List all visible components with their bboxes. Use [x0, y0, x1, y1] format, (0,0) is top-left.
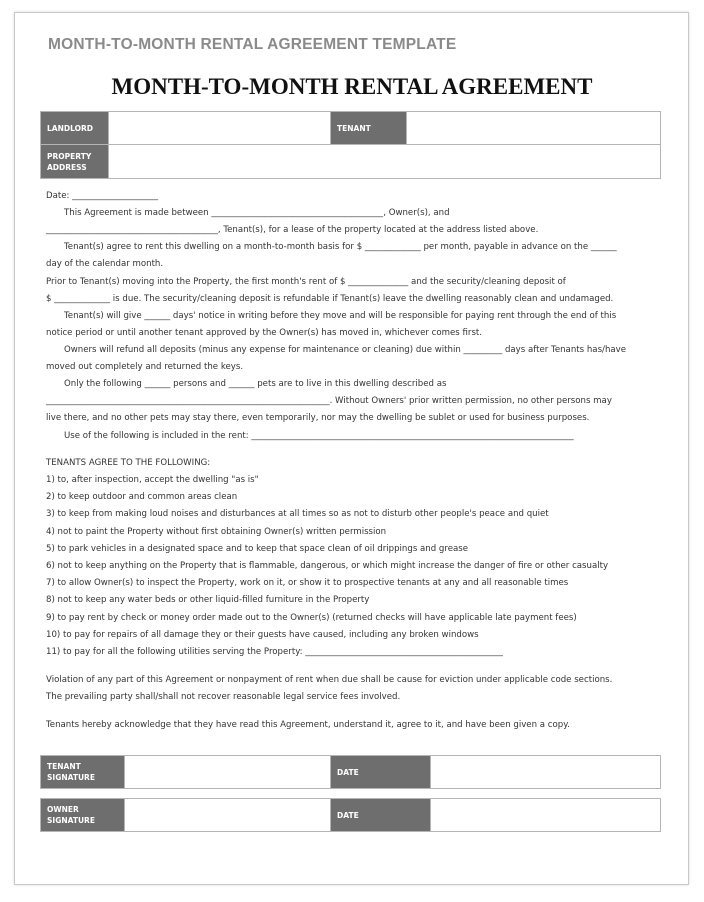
violation-text: The prevailing party shall/shall not recover reasonable legal service fees involved. — [46, 692, 401, 702]
owner-date-field[interactable] — [431, 799, 661, 832]
agreement-text-line: ________________________________________, Tenant(s), for a lease of the property located at the address listed above. — [46, 225, 539, 236]
label-line: SIGNATURE — [47, 773, 95, 782]
list-item: 7) to allow Owner(s) to inspect the Property, work on it, or show it to prospective tenants at any and all reasonable times — [46, 578, 569, 589]
agreement-text-line: $ _____________ is due. The security/cleaning deposit is refundable if Tenant(s) leave the dwelling reasonably clean and undamaged. — [46, 293, 614, 304]
agreement-text-line: day of the calendar month. — [46, 259, 164, 270]
tenant-signature-table — [40, 755, 661, 789]
template-title: MONTH-TO-MONTH RENTAL AGREEMENT TEMPLATE — [48, 36, 457, 53]
tenant-date-field[interactable] — [431, 756, 661, 789]
label-line: PROPERTY — [47, 151, 92, 161]
tenant-signature-field[interactable] — [125, 756, 331, 789]
list-item: 1) to, after inspection, accept the dwelling "as is" — [46, 475, 259, 485]
agreement-text-line: moved out completely and returned the keys. — [46, 362, 244, 372]
agreement-text-line: Prior to Tenant(s) moving into the Property, the first month's rent of $ ______________ and the security/cleaning deposit of — [46, 276, 566, 287]
list-item: 2) to keep outdoor and common areas clean — [46, 492, 238, 503]
agreement-text-line: Only the following ______ persons and ______ pets are to live in this dwelling described as — [64, 379, 447, 390]
agreement-text-line: This Agreement is made between ________________________________________, Owner(s), and — [64, 208, 450, 219]
owner-signature-table — [40, 798, 661, 832]
agreement-text-line: notice period or until another tenant approved by the Owner(s) has moved in, whichever comes first. — [46, 327, 483, 338]
agreement-text-line: Date: ____________________ — [46, 191, 159, 201]
owner-signature-label — [41, 799, 125, 832]
agreement-text-line: Tenant(s) agree to rent this dwelling on a month-to-month basis for $ _____________ per month, payable in advance on the ______ — [64, 242, 617, 253]
tenant-label: TENANT — [331, 112, 407, 145]
list-item: 5) to park vehicles in a designated space and to keep that space clean of oil drippings and grease — [46, 543, 469, 554]
agreement-text-line: __________________________________________________________________. Without Owners' prior written permission, no other persons may — [46, 396, 612, 407]
property-address-field[interactable] — [109, 145, 661, 179]
label-line: TENANT — [47, 762, 81, 771]
owner-signature-field[interactable] — [125, 799, 331, 832]
document-title: MONTH-TO-MONTH RENTAL AGREEMENT — [111, 74, 593, 99]
landlord-label: LANDLORD — [41, 112, 109, 145]
agreement-text-line: Use of the following is included in the rent: ___________________________________________________________________________ — [64, 431, 574, 442]
list-item: 11) to pay for all the following utilities serving the Property: ______________________________________________ — [46, 647, 503, 657]
property-address-label — [41, 145, 109, 179]
section-heading: TENANTS AGREE TO THE FOLLOWING: — [46, 458, 211, 468]
agreement-text-line: Tenant(s) will give ______ days' notice in writing before they move and will be responsible for paying rent through the end of this — [64, 310, 617, 321]
landlord-field[interactable] — [109, 112, 331, 145]
list-item: 10) to pay for repairs of all damage they or their guests have caused, including any broken windows — [46, 629, 479, 640]
list-item: 3) to keep from making loud noises and disturbances at all times so as not to disturb other people's peace and quiet — [46, 509, 549, 520]
acknowledgement-text: Tenants hereby acknowledge that they have read this Agreement, understand it, agree to it, and have been given a copy. — [46, 720, 570, 730]
label-line: OWNER — [47, 805, 79, 814]
agreement-text-line: live there, and no other pets may stay there, even temporarily, nor may the dwelling be sublet or used for business purposes. — [46, 413, 590, 424]
tenant-signature-label — [41, 756, 125, 789]
list-item: 4) not to paint the Property without first obtaining Owner(s) written permission — [46, 526, 387, 537]
label-line: ADDRESS — [47, 162, 87, 172]
label-line: SIGNATURE — [47, 816, 95, 825]
list-item: 6) not to keep anything on the Property that is flammable, dangerous, or which might increase the danger of fire or other casualty — [46, 561, 609, 571]
violation-text: Violation of any part of this Agreement or nonpayment of rent when due shall be cause for eviction under applicable code sections. — [46, 675, 613, 685]
agreement-text-line: Owners will refund all deposits (minus any expense for maintenance or cleaning) due within _________ days after Tenants has/have — [64, 344, 627, 355]
list-item: 9) to pay rent by check or money order made out to the Owner(s) (returned checks will have applicable late payment fees) — [46, 612, 577, 623]
date-label: DATE — [331, 799, 431, 832]
list-item: 8) not to keep any water beds or other liquid-filled furniture in the Property — [46, 595, 370, 606]
date-label: DATE — [331, 756, 431, 789]
parties-table — [40, 111, 661, 179]
tenant-field[interactable] — [407, 112, 661, 145]
